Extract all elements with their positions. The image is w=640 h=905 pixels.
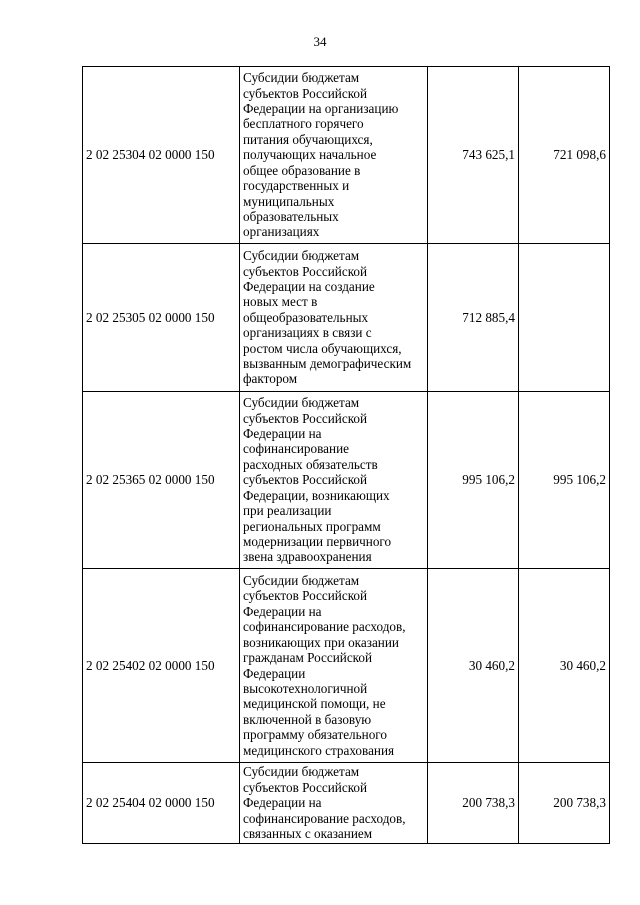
description-line: вызванным демографическим	[243, 356, 412, 372]
table-row	[83, 244, 610, 392]
description-line: звена здравоохранения	[243, 549, 372, 565]
description-line: организациях	[243, 224, 320, 240]
amount-year-2-cell	[519, 244, 610, 392]
description-line: государственных и	[243, 178, 350, 194]
description-line: софинансирование расходов,	[243, 619, 406, 635]
description-line: модернизации первичного	[243, 533, 392, 549]
description-line: Федерации на организацию	[243, 101, 399, 117]
amount-year-1-cell: 30 460,2	[428, 569, 519, 763]
description-line: бесплатного горячего	[243, 116, 364, 132]
description-line: фактором	[243, 371, 298, 387]
description-line: питания обучающихся,	[243, 131, 373, 147]
description-cell	[240, 67, 428, 244]
description-line: организациях в связи с	[243, 325, 372, 341]
budget-code-cell: 2 02 25365 02 0000 150	[83, 392, 240, 569]
description-line: Федерации, возникающих	[243, 487, 390, 503]
description-line: медицинского страхования	[243, 742, 395, 758]
description-line: муниципальных	[243, 193, 335, 209]
description-line: общее образование в	[243, 162, 361, 178]
description-line: получающих начальное	[243, 147, 377, 163]
budget-code-cell: 2 02 25402 02 0000 150	[83, 569, 240, 763]
amount-year-1-cell: 743 625,1	[428, 67, 519, 244]
description-line: региональных программ	[243, 518, 381, 534]
page-number: 34	[313, 34, 327, 49]
amount-year-2-cell: 995 106,2	[519, 392, 610, 569]
budget-revenue-table	[82, 66, 610, 844]
description-line: высокотехнологичной	[243, 680, 368, 696]
description-line: Субсидии бюджетам	[243, 395, 360, 411]
description-line: субъектов Российской	[243, 779, 368, 795]
description-line: Субсидии бюджетам	[243, 248, 360, 264]
description-line: Федерации на	[243, 795, 322, 811]
table-row	[83, 392, 610, 569]
description-line: образовательных	[243, 208, 339, 224]
description-line: Федерации	[243, 665, 306, 681]
description-line: связанных с оказанием	[243, 826, 373, 842]
description-line: гражданам Российской	[243, 650, 373, 666]
description-line: расходных обязательств	[243, 456, 378, 472]
amount-year-1-cell: 200 738,3	[428, 763, 519, 844]
description-line: субъектов Российской	[243, 588, 368, 604]
description-line: программу обязательного	[243, 727, 387, 743]
description-line: субъектов Российской	[243, 263, 368, 279]
description-line: новых мест в	[243, 294, 318, 310]
budget-code-cell: 2 02 25305 02 0000 150	[83, 244, 240, 392]
description-line: Субсидии бюджетам	[243, 573, 360, 589]
description-line: включенной в базовую	[243, 711, 372, 727]
amount-year-2-cell: 30 460,2	[519, 569, 610, 763]
description-line: при реализации	[243, 503, 332, 519]
description-line: Федерации на создание	[243, 278, 375, 294]
description-line: Субсидии бюджетам	[243, 764, 360, 780]
description-line: Федерации на	[243, 603, 322, 619]
description-line: возникающих при оказании	[243, 634, 399, 650]
description-line: Субсидии бюджетам	[243, 70, 360, 86]
amount-year-2-cell: 200 738,3	[519, 763, 610, 844]
description-line: субъектов Российской	[243, 85, 368, 101]
description-line: общеобразовательных	[243, 309, 369, 325]
description-line: ростом числа обучающихся,	[243, 340, 402, 356]
description-cell	[240, 392, 428, 569]
amount-year-1-cell: 995 106,2	[428, 392, 519, 569]
table-row	[83, 569, 610, 763]
budget-code-cell: 2 02 25404 02 0000 150	[83, 763, 240, 844]
budget-code-cell: 2 02 25304 02 0000 150	[83, 67, 240, 244]
description-cell	[240, 763, 428, 844]
table-body	[83, 67, 610, 844]
description-line: софинансирование расходов,	[243, 810, 406, 826]
amount-year-1-cell: 712 885,4	[428, 244, 519, 392]
description-cell	[240, 569, 428, 763]
description-line: софинансирование	[243, 441, 349, 457]
description-cell	[240, 244, 428, 392]
description-line: Федерации на	[243, 426, 322, 442]
amount-year-2-cell: 721 098,6	[519, 67, 610, 244]
table-row	[83, 763, 610, 844]
description-line: субъектов Российской	[243, 472, 368, 488]
table-row	[83, 67, 610, 244]
description-line: медицинской помощи, не	[243, 696, 386, 712]
description-line: субъектов Российской	[243, 410, 368, 426]
